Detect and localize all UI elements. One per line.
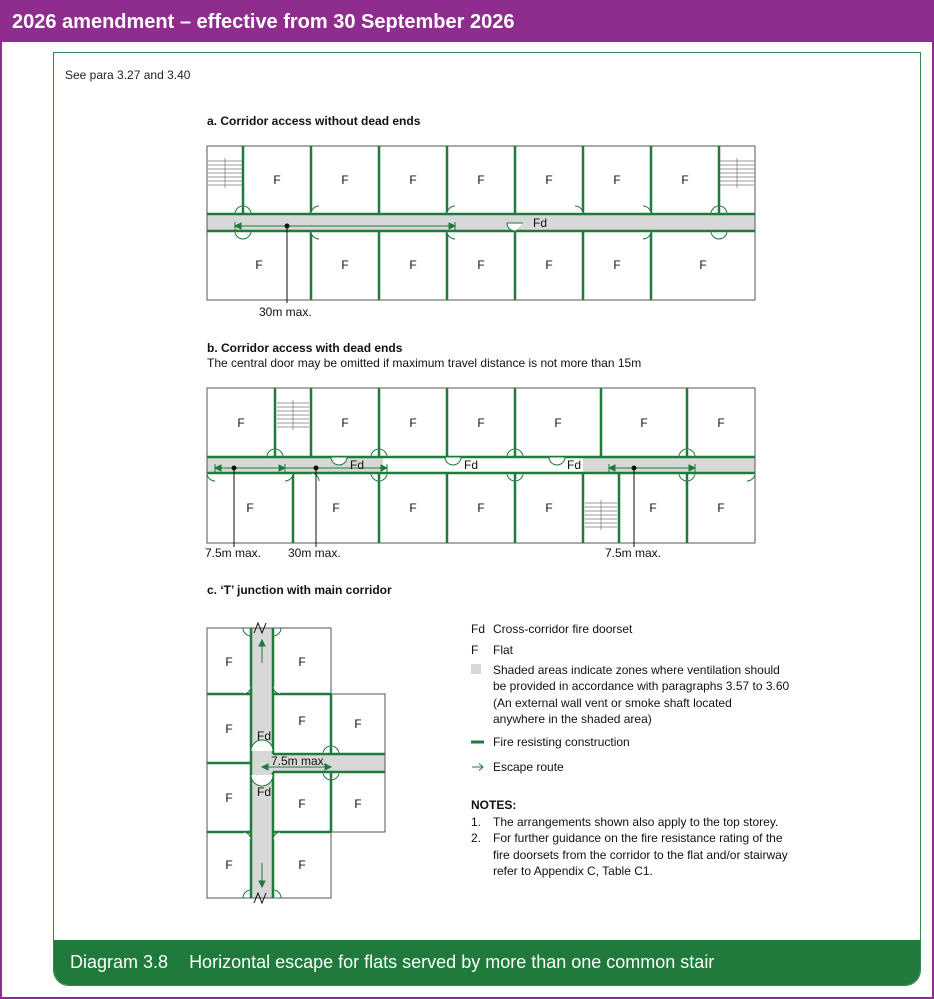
- section-b-title: b. Corridor access with dead ends: [207, 341, 403, 355]
- plan-b-stair-top: [277, 400, 309, 430]
- key-shaded-line-2: be provided in accordance with paragraphs 3.57 to 3.60: [493, 679, 790, 693]
- key-fd-text: Cross-corridor fire doorset: [493, 622, 633, 636]
- plan-b-measure-left-label: 7.5m max.: [205, 546, 262, 560]
- flat-label: F: [298, 858, 306, 872]
- flat-label: F: [545, 501, 553, 515]
- flat-label: F: [613, 173, 621, 187]
- note-1-text: The arrangements shown also apply to the top storey.: [493, 815, 779, 829]
- key-f-code: F: [471, 643, 479, 657]
- plan-a-stair-right: [720, 158, 754, 188]
- diagram-frame: [53, 52, 921, 986]
- flat-label: F: [554, 416, 562, 430]
- flat-label: F: [409, 416, 417, 430]
- flat-label: F: [341, 173, 349, 187]
- flat-label: F: [409, 501, 417, 515]
- flat-label: F: [717, 501, 725, 515]
- key-f-text: Flat: [493, 643, 514, 657]
- notes-heading: NOTES:: [471, 798, 517, 812]
- plan-c-vertical-corridor: [251, 628, 273, 898]
- flat-label: F: [681, 173, 689, 187]
- flat-label: F: [613, 258, 621, 272]
- caption-title: Horizontal escape for flats served by more than one common stair: [189, 952, 715, 972]
- plan-b-stair-bottom: [585, 500, 617, 530]
- flat-label: F: [246, 501, 254, 515]
- flat-label: F: [298, 714, 306, 728]
- flat-label: F: [717, 416, 725, 430]
- plan-c: [207, 623, 385, 903]
- plan-b-fd-label: Fd: [350, 458, 365, 472]
- caption-bar: [54, 940, 920, 985]
- note-2-line-3: refer to Appendix C, Table C1.: [493, 864, 653, 878]
- key-shaded-line-3: (An external wall vent or smoke shaft located: [493, 696, 732, 710]
- flat-label: F: [477, 416, 485, 430]
- note-2-number: 2.: [471, 831, 482, 845]
- flat-label: F: [298, 797, 306, 811]
- plan-a-fd-label: Fd: [533, 216, 548, 230]
- flat-label: F: [225, 791, 233, 805]
- key-fd-code: Fd: [471, 622, 486, 636]
- flat-label: F: [699, 258, 707, 272]
- key-shade-swatch: [471, 664, 481, 674]
- flat-label: F: [545, 258, 553, 272]
- flat-label: F: [332, 501, 340, 515]
- flat-label: F: [477, 173, 485, 187]
- key-shaded-line-4: anywhere in the shaded area): [493, 712, 652, 726]
- amendment-banner: 2026 amendment – effective from 30 September 2026: [2, 2, 932, 42]
- flat-label: F: [477, 501, 485, 515]
- see-para-reference: See para 3.27 and 3.40: [65, 68, 191, 82]
- caption-number: Diagram 3.8: [70, 952, 169, 972]
- flat-label: F: [649, 501, 657, 515]
- plan-c-fd-label: Fd: [257, 785, 272, 799]
- note-1-number: 1.: [471, 815, 482, 829]
- key-shaded-line-1: Shaded areas indicate zones where ventilation should: [493, 663, 780, 677]
- key-fire-text: Fire resisting construction: [493, 735, 630, 749]
- plan-b-measure-mid-label: 30m max.: [288, 546, 341, 560]
- section-a-title: a. Corridor access without dead ends: [207, 114, 421, 128]
- flat-label: F: [255, 258, 263, 272]
- plan-a: [207, 146, 755, 319]
- flat-label: F: [225, 722, 233, 736]
- plan-a-stair-left: [208, 158, 242, 188]
- flat-label: F: [640, 416, 648, 430]
- plan-c-fd-label: Fd: [257, 729, 272, 743]
- section-b-subtitle: The central door may be omitted if maximum travel distance is not more than 15m: [207, 356, 642, 370]
- plan-a-measure-label: 30m max.: [259, 305, 312, 319]
- plan-b: [205, 388, 755, 560]
- flat-label: F: [545, 173, 553, 187]
- note-2-line-1: For further guidance on the fire resistance rating of the: [493, 831, 783, 845]
- plan-b-fd-label: Fd: [464, 458, 479, 472]
- flat-label: F: [409, 173, 417, 187]
- plan-b-fd-label: Fd: [567, 458, 582, 472]
- flat-label: F: [409, 258, 417, 272]
- flat-label: F: [298, 655, 306, 669]
- plan-b-measure-right-label: 7.5m max.: [605, 546, 662, 560]
- flat-label: F: [225, 858, 233, 872]
- plan-c-measure-label: 7.5m max.: [271, 754, 328, 768]
- key: [471, 622, 790, 878]
- flat-label: F: [237, 416, 245, 430]
- flat-label: F: [341, 416, 349, 430]
- flat-label: F: [477, 258, 485, 272]
- section-c-title: c. ‘T’ junction with main corridor: [207, 583, 392, 597]
- key-escape-text: Escape route: [493, 760, 564, 774]
- key-escape-arrow-icon: [472, 764, 483, 771]
- flat-label: F: [354, 797, 362, 811]
- flat-label: F: [273, 173, 281, 187]
- flat-label: F: [354, 717, 362, 731]
- note-2-line-2: fire doorsets from the corridor to the flat and/or stairway: [493, 848, 788, 862]
- flat-label: F: [341, 258, 349, 272]
- diagram-svg: [54, 53, 921, 943]
- flat-label: F: [225, 655, 233, 669]
- plan-a-corridor: [207, 214, 755, 230]
